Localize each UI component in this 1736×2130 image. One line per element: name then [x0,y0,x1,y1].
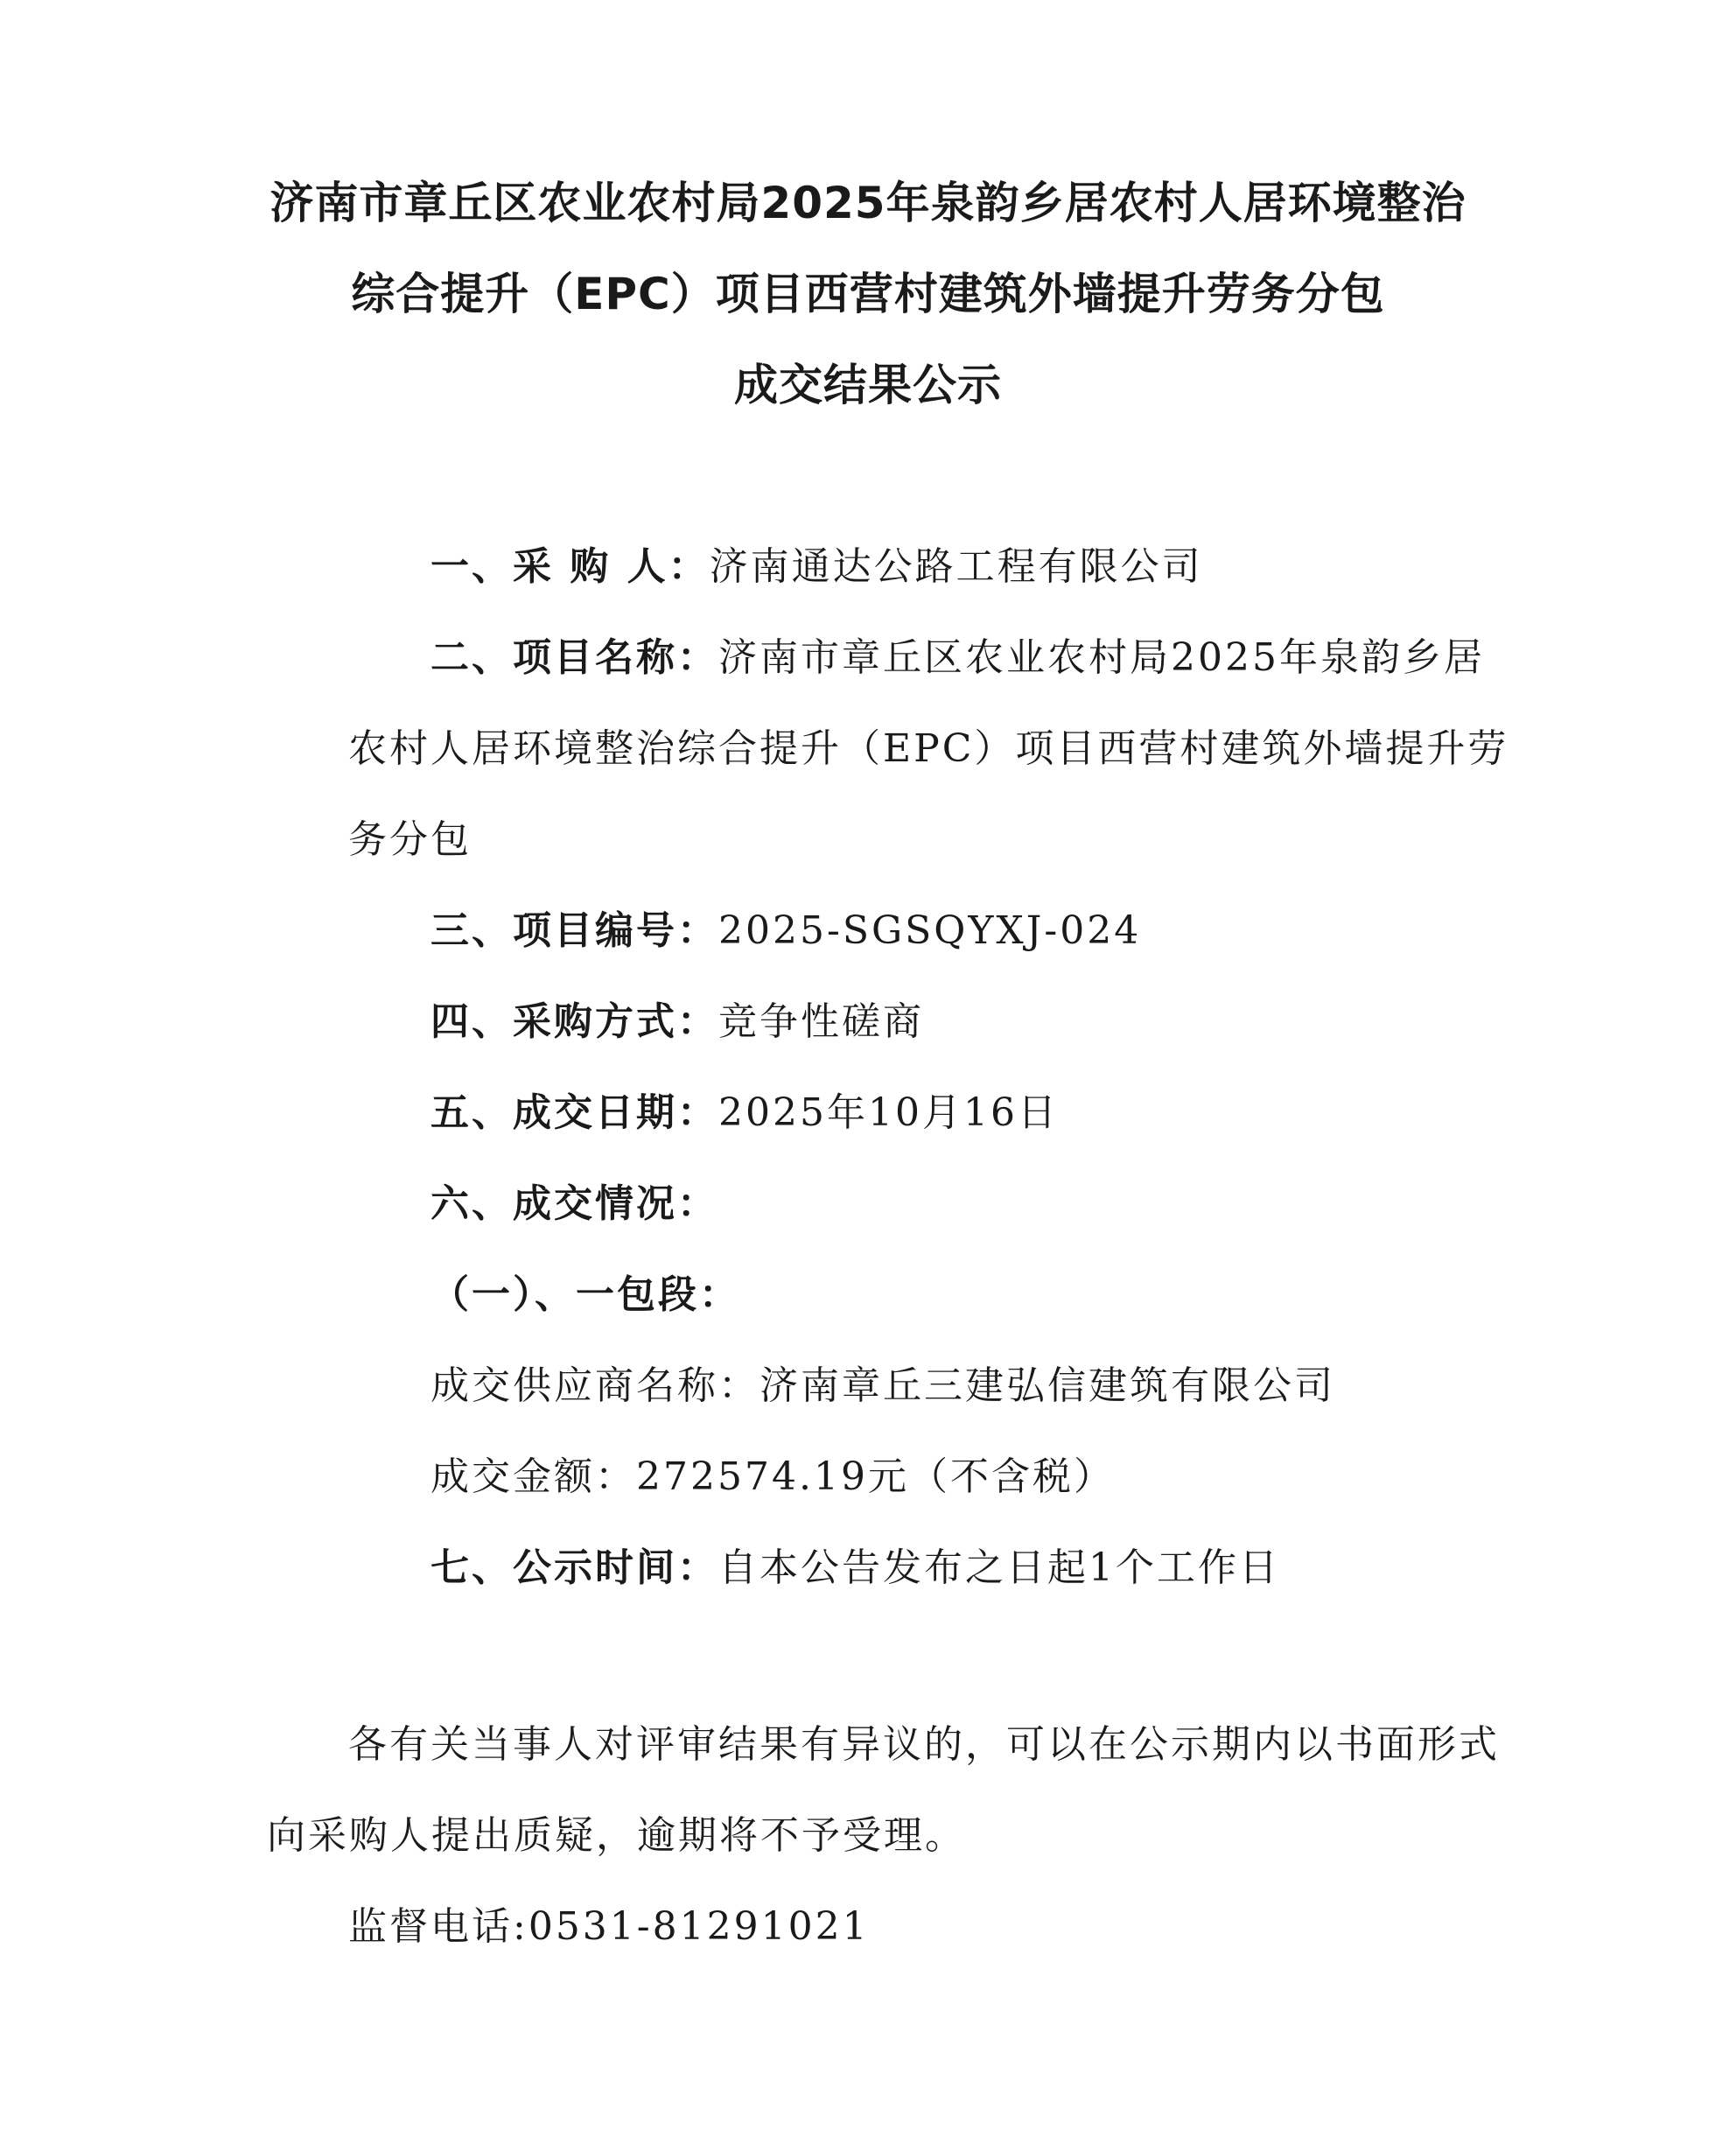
method-label: 四、采购方式： [430,999,718,1044]
period-row [430,1544,1280,1593]
title-line-2: 综合提升（EPC）项目西营村建筑外墙提升劳务分包 [351,269,1385,319]
deal-row [430,1180,718,1229]
project-no-value: 2025-SGSQYXJ-024 [718,908,1142,953]
project-no-row [430,907,1141,956]
date-label: 五、成交日期： [430,1090,718,1135]
project-name-value-line1: 济南市章丘区农业农村局2025年泉韵乡居 [718,635,1485,680]
purchaser-label: 一、采 购 人： [430,544,710,589]
project-no-label: 三、项目编号： [430,908,718,953]
supplier-line: 成交供应商名称：济南章丘三建弘信建筑有限公司 [430,1363,1335,1408]
package-label: （一）、一包段： [430,1272,740,1317]
method-value: 竞争性磋商 [718,999,924,1044]
period-value: 自本公告发布之日起1个工作日 [718,1545,1280,1590]
notice-line-2: 向采购人提出质疑，逾期将不予受理。 [267,1813,966,1858]
amount-line: 成交金额：272574.19元（不含税） [430,1454,1115,1499]
deal-label: 六、成交情况： [430,1181,718,1226]
title-line-1: 济南市章丘区农业农村局2025年泉韵乡居农村人居环境整治 [270,178,1466,228]
title-line-3: 成交结果公示 [734,360,1002,410]
purchaser-value: 济南通达公路工程有限公司 [709,544,1203,589]
notice-line-1: 各有关当事人对评审结果有异议的，可以在公示期内以书面形式 [348,1722,1500,1767]
purchaser-row [430,543,1203,592]
package-row [430,1271,740,1320]
method-row [430,998,924,1047]
period-label: 七、公示时间： [430,1545,718,1590]
project-name-row [430,634,1485,683]
project-name-value-line2: 农村人居环境整治综合提升（EPC）项目西营村建筑外墙提升劳 [348,726,1509,771]
supervision-phone: 监督电话:0531-81291021 [348,1904,870,1949]
date-value: 2025年10月16日 [718,1090,1059,1135]
project-name-label: 二、项目名称： [430,635,718,680]
date-row [430,1089,1059,1138]
project-name-value-line3: 务分包 [348,817,472,862]
